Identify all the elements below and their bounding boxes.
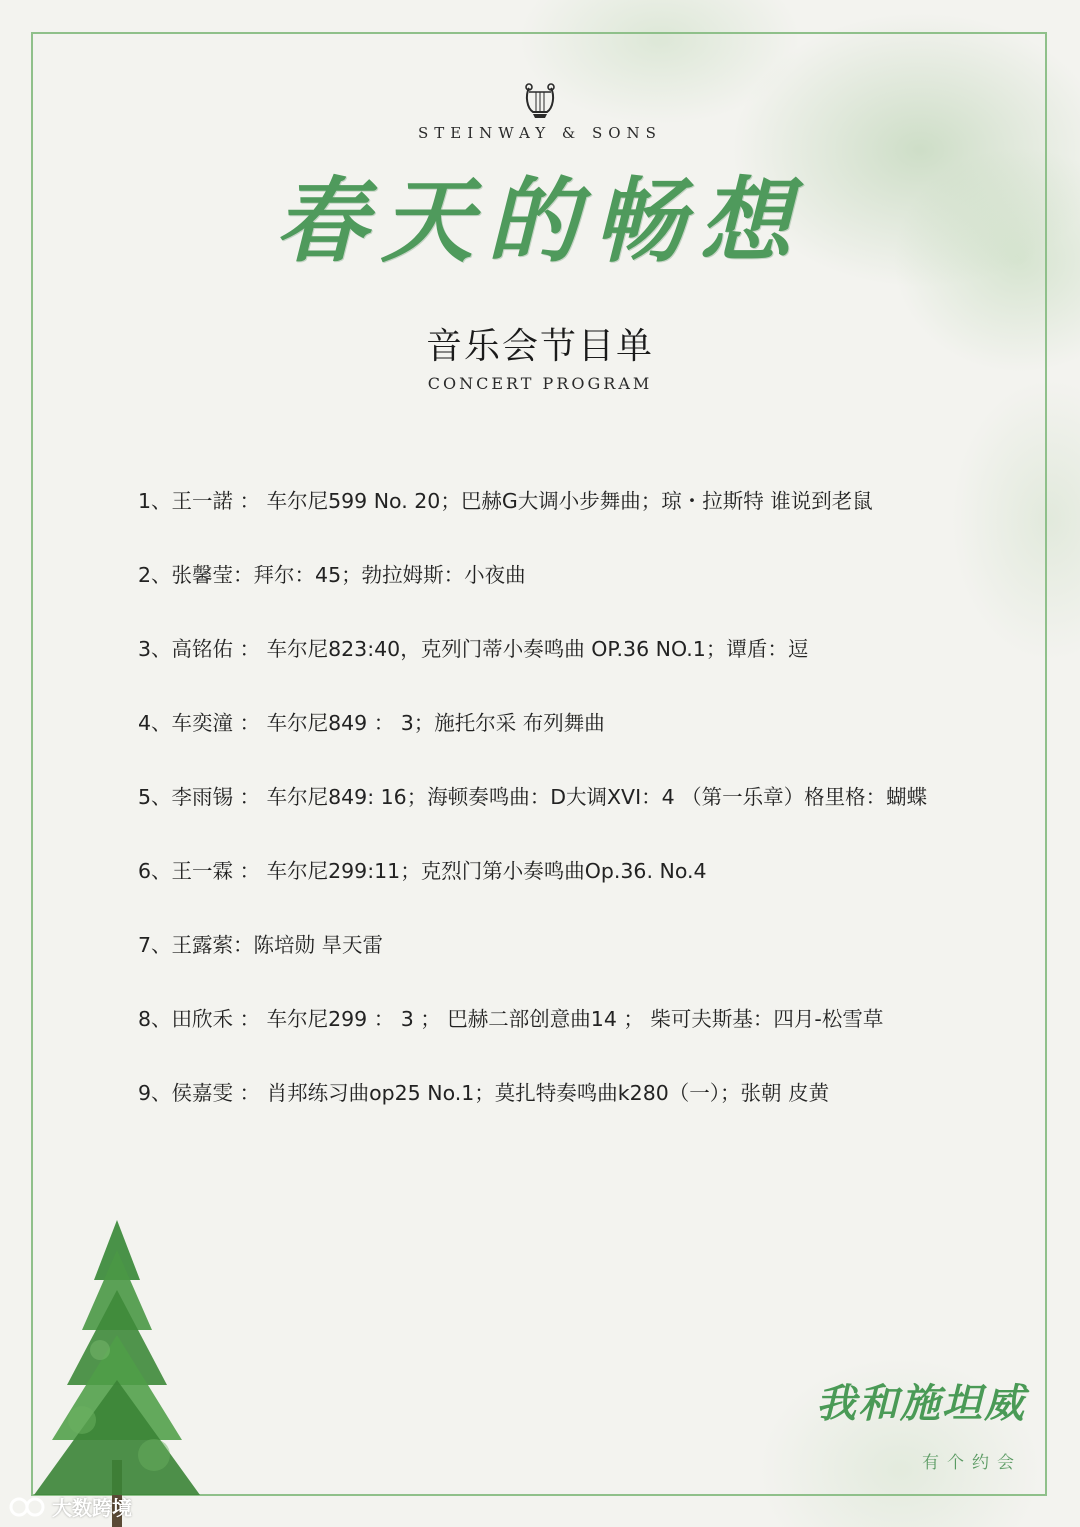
program-item-9: 9、侯嘉雯 ： 肖邦练习曲op25 No.1；莫扎特奏鸣曲k280（一）；张朝 皮黄 [138, 1081, 830, 1105]
program-item-2: 2、张馨莹：拜尔：45；勃拉姆斯：小夜曲 [138, 563, 526, 587]
page-title: 春天的畅想 [274, 167, 805, 275]
watermark-text: 大数跨境 [52, 1496, 132, 1520]
program-item-4: 4、车奕潼 ： 车尔尼849 ： 3；施托尔采 布列舞曲 [138, 711, 605, 735]
program-heading-english: CONCERT PROGRAM [427, 374, 653, 393]
lyre-logo-icon [521, 80, 559, 120]
program-item-6: 6、王一霖 ： 车尔尼299:11；克烈门第小奏鸣曲Op.36. No.4 [138, 859, 707, 883]
program-item-1: 1、王一諾 ： 车尔尼599 No. 20；巴赫G大调小步舞曲；琼・拉斯特 谁说到老鼠 [138, 489, 873, 513]
watermark [8, 1492, 132, 1521]
footer-tagline: 我和施坦威 [816, 1380, 1026, 1427]
program-item-3: 3、高铭佑 ： 车尔尼823:40，克列门蒂小奏鸣曲 OP.36 NO.1；谭盾：逗 [138, 637, 809, 661]
program-list [138, 487, 1018, 1153]
program-item-8: 8、田欣禾 ： 车尔尼299 ： 3 ； 巴赫二部创意曲14 ； 柴可夫斯基：四月-松雪草 [138, 1007, 884, 1031]
program-item-5: 5、李雨锡 ： 车尔尼849: 16；海顿奏鸣曲：D大调XVI：4 （第一乐章）格里格：蝴蝶 [138, 785, 928, 809]
pine-tree-illustration [22, 1220, 212, 1527]
program-heading: 音乐会节目单 [425, 326, 654, 367]
watermark-logo-icon [8, 1496, 48, 1518]
brand-name: STEINWAY & SONS [418, 124, 662, 142]
footer-tagline-sub: 有个约会 [922, 1453, 1022, 1473]
program-item-7: 7、王露萦：陈培勋 旱天雷 [138, 933, 384, 957]
